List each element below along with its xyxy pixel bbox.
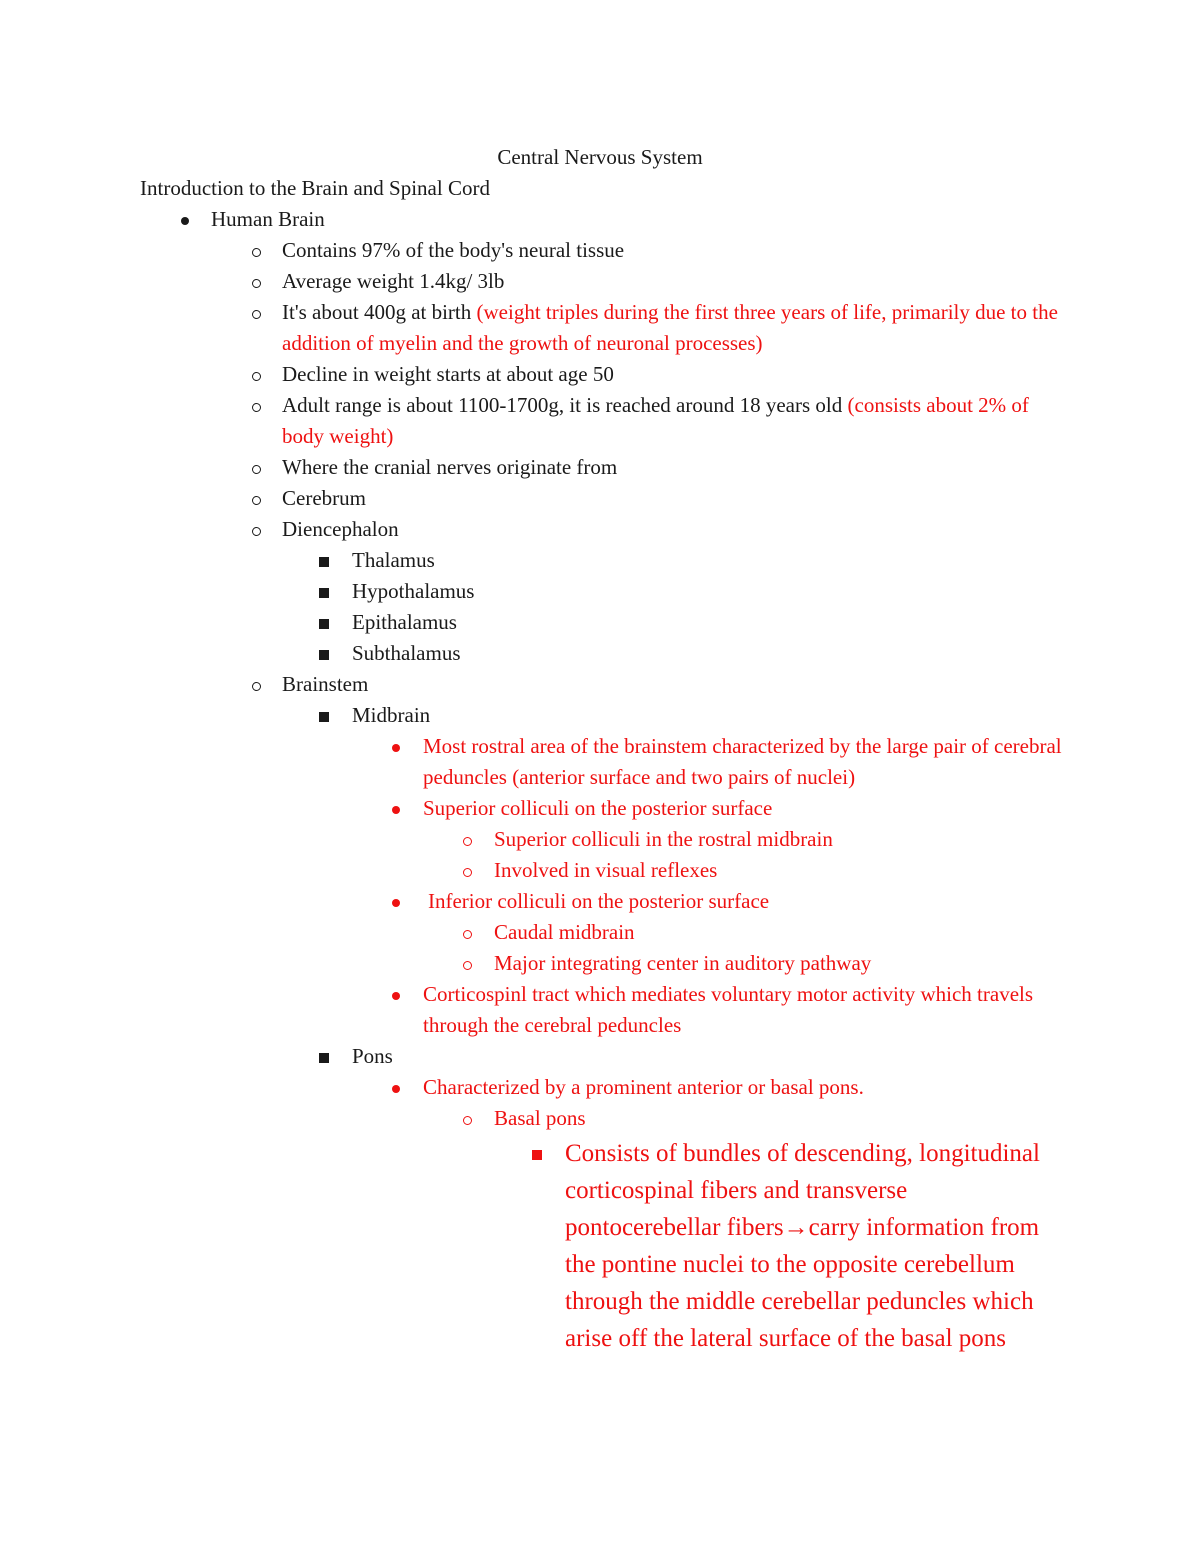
list-item: Subthalamus [352, 641, 461, 665]
list-item: Contains 97% of the body's neural tissue [282, 238, 625, 262]
bullet-circle-icon [246, 359, 266, 390]
bullet-square-icon [314, 576, 334, 607]
list-item: Brainstem [282, 672, 369, 696]
bullet-square-icon [314, 1041, 334, 1072]
list-item: Decline in weight starts at about age 50 [282, 362, 614, 386]
list-item: Involved in visual reflexes [494, 858, 718, 882]
list-item [282, 297, 1072, 359]
birth-weight-note: (weight triples during the first three years of life, primarily due to the addition of myelin and the growth of neuronal processes) [282, 300, 1058, 355]
bullet-square-icon [527, 1138, 547, 1169]
bullet-dot-icon [386, 979, 406, 1010]
bullet-circle-icon [457, 824, 477, 855]
list-item-human-brain: Human Brain [211, 207, 325, 231]
bullet-square-icon [314, 607, 334, 638]
list-item: Superior colliculi in the rostral midbrain [494, 827, 833, 851]
list-item: Corticospinl tract which mediates voluntary motor activity which travels through the cerebral peduncles [423, 982, 1034, 1037]
list-item: Pons [352, 1044, 393, 1068]
bullet-dot-icon [386, 1072, 406, 1103]
list-item: Average weight 1.4kg/ 3lb [282, 269, 505, 293]
birth-weight-text: It's about 400g at birth [282, 300, 472, 324]
bullet-circle-icon [457, 1103, 477, 1134]
section-heading: Introduction to the Brain and Spinal Cord [140, 176, 490, 200]
bullet-circle-icon [246, 514, 266, 545]
list-item: Midbrain [352, 703, 431, 727]
bullet-square-icon [314, 700, 334, 731]
list-item: Most rostral area of the brainstem characterized by the large pair of cerebral peduncles (anterior surface and two pairs of nuclei) [423, 734, 1062, 789]
list-item: Diencephalon [282, 517, 399, 541]
list-item: Characterized by a prominent anterior or basal pons. [423, 1075, 864, 1099]
bullet-circle-icon [246, 235, 266, 266]
bullet-circle-icon [457, 948, 477, 979]
bullet-circle-icon [246, 483, 266, 514]
list-item: Cerebrum [282, 486, 366, 510]
list-item: Major integrating center in auditory pathway [494, 951, 872, 975]
bullet-dot-icon [175, 204, 195, 235]
list-item: Thalamus [352, 548, 435, 572]
adult-range-text: Adult range is about 1100-1700g, it is reached around 18 years old [282, 393, 843, 417]
page-title: Central Nervous System [497, 145, 703, 169]
bullet-circle-icon [246, 669, 266, 700]
list-item: Caudal midbrain [494, 920, 635, 944]
list-item: Basal pons [494, 1106, 586, 1130]
basal-pons-detail: Consists of bundles of descending, longitudinal corticospinal fibers and transverse pontocerebellar fibers→carry information from the pontine nuclei to the opposite cerebellum through the middle cerebellar peduncles which arise off the lateral surface of the basal pons [565, 1140, 1040, 1352]
bullet-circle-icon [457, 917, 477, 948]
bullet-dot-icon [386, 886, 406, 917]
bullet-square-icon [314, 545, 334, 576]
list-item: Hypothalamus [352, 579, 475, 603]
list-item [282, 390, 1072, 452]
bullet-circle-icon [246, 452, 266, 483]
list-item: Superior colliculi on the posterior surface [423, 796, 773, 820]
bullet-dot-icon [386, 793, 406, 824]
bullet-circle-icon [246, 266, 266, 297]
bullet-circle-icon [246, 390, 266, 421]
adult-range-note: (consists about 2% of body weight) [282, 393, 1029, 448]
bullet-circle-icon [457, 855, 477, 886]
bullet-dot-icon [386, 731, 406, 762]
bullet-square-icon [314, 638, 334, 669]
list-item: Inferior colliculi on the posterior surface [428, 889, 770, 913]
list-item: Where the cranial nerves originate from [282, 455, 618, 479]
list-item: Epithalamus [352, 610, 457, 634]
bullet-circle-icon [246, 297, 266, 328]
